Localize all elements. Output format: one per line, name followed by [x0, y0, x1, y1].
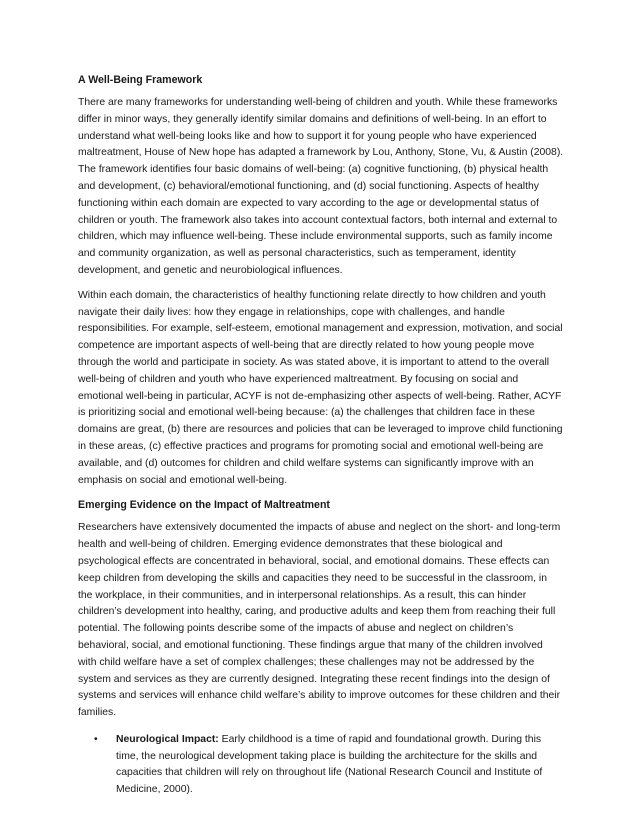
bullet-text: Early childhood is a time of rapid and foundational growth. During this time, the neurological development taking place is building the architecture for the skills and capacities that children will rely on throughout life (National Research Council and Institute of Medicine, 2000). — [116, 733, 543, 796]
paragraph-framework-intro: There are many frameworks for understanding well-being of children and youth. While these frameworks differ in minor ways, they generally identify similar domains and definitions of well-being. In an effort to understand what well-being looks like and how to support it for young people who have experienced maltreatment, House of New hope has adapted a framework by Lou, Anthony, Stone, Vu, & Austin (2008). The framework identifies four basic domains of well-being: (a) cognitive functioning, (b) physical health and development, (c) behavioral/emotional functioning, and (d) social functioning. Aspects of healthy functioning within each domain are expected to vary according to the age or developmental status of children or youth. The framework also takes into account contextual factors, both internal and external to children, which may influence well-being. These include environmental supports, such as family income and community organization, as well as personal characteristics, such as temperament, identity development, and genetic and neurobiological influences. — [78, 97, 564, 276]
list-item — [94, 732, 564, 799]
document-page — [78, 72, 564, 799]
bullet-icon: • — [94, 733, 98, 745]
impact-bullet-list — [78, 732, 564, 799]
paragraph-domain-characteristics: Within each domain, the characteristics of healthy functioning relate directly to how children and youth navigate their daily lives: how they engage in relationships, cope with challenges, and handle responsibilities. For example, self-esteem, emotional management and expression, motivation, and social competence are important aspects of well-being that are directly related to how young people move through the world and participate in society. As was stated above, it is important to attend to the overall well-being of children and youth who have experienced maltreatment. By focusing on social and emotional well-being in particular, ACYF is not de-emphasizing other aspects of well-being. Rather, ACYF is prioritizing social and emotional well-being because: (a) the challenges that children face in these domains are great, (b) there are resources and policies that can be leveraged to improve child functioning in these areas, (c) effective practices and programs for promoting social and emotional well-being are available, and (d) outcomes for children and child welfare systems can significantly improve with an emphasis on social and emotional well-being. — [78, 289, 563, 486]
bullet-term: Neurological Impact: — [116, 733, 219, 745]
section-heading-emerging-evidence: Emerging Evidence on the Impact of Maltreatment — [78, 499, 330, 512]
section-heading-well-being-framework: A Well-Being Framework — [78, 74, 203, 86]
paragraph-emerging-evidence: Researchers have extensively documented the impacts of abuse and neglect on the short- and long-term health and well-being of children. Emerging evidence demonstrates that these biological and psychological effects are concentrated in behavioral, social, and emotional domains. These effects can keep children from developing the skills and capacities they need to be successful in the classroom, in the workplace, in their communities, and in interpersonal relationships. As a result, this can hinder children’s development into healthy, caring, and productive adults and keep them from reaching their full potential. The following points describe some of the impacts of abuse and neglect on children’s behavioral, social, and emotional functioning. These findings argue that many of the children involved with child welfare have a set of complex challenges; these challenges may not be addressed by the system and services as they are currently designed. Integrating these recent findings into the design of systems and services will enhance child welfare’s ability to improve outcomes for these children and their families. — [78, 522, 561, 719]
